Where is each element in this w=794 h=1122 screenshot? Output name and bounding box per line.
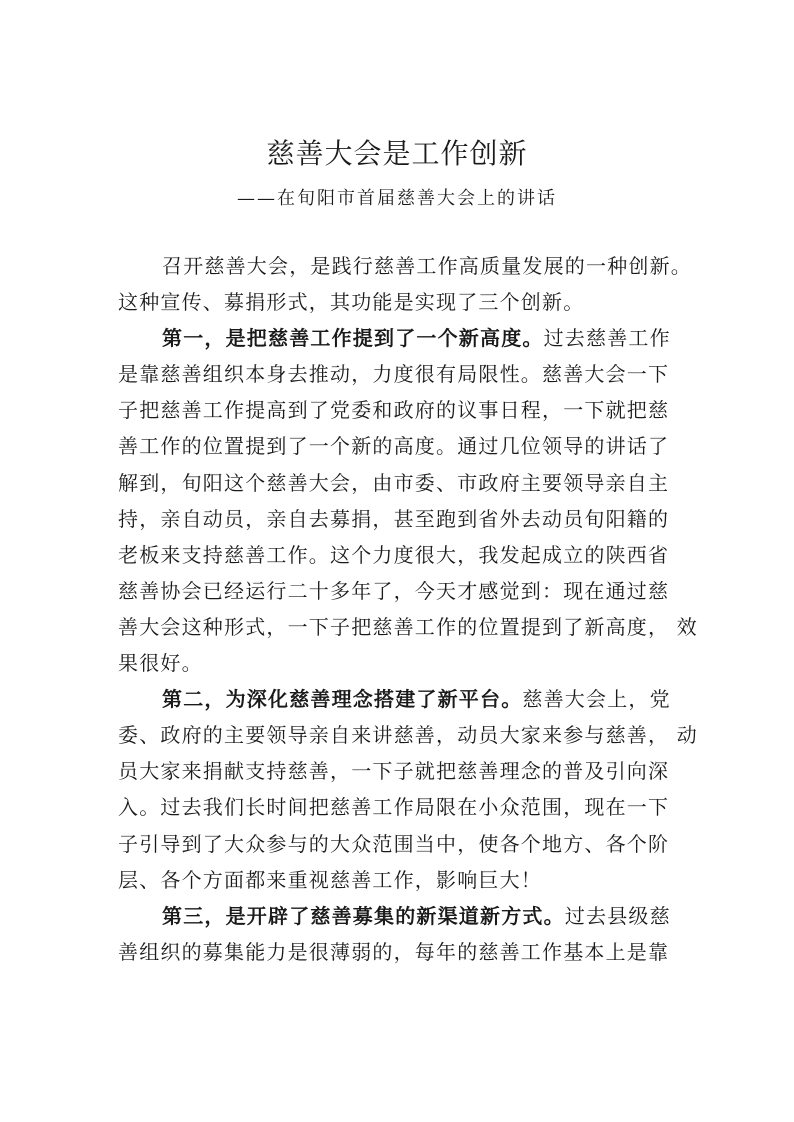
paragraph-line xyxy=(118,862,678,898)
paragraph-line xyxy=(118,501,678,537)
paragraph-line xyxy=(118,537,678,573)
line-text: 慈善大会上，党 xyxy=(522,687,671,712)
line-text: 召开慈善大会，是践行慈善工作高质量发展的一种创新。 xyxy=(162,254,692,278)
line-text: 员大家来捐献支持慈善，一下子就把慈善理念的普及引向深 xyxy=(118,759,670,784)
point-heading: 第三，是开辟了慈善募集的新渠道新方式。 xyxy=(162,903,565,928)
line-text: 子把慈善工作提高到了党委和政府的议事日程，一下就把慈 xyxy=(118,398,670,423)
line-text: 善工作的位置提到了一个新的高度。通过几位领导的讲话了 xyxy=(118,434,670,459)
line-text: 入。过去我们长时间把慈善工作局限在小众范围，现在一下 xyxy=(118,795,670,820)
line-text: 过去县级慈 xyxy=(564,903,671,928)
line-text: 慈善协会已经运行二十多年了，今天才感觉到：现在通过慈 xyxy=(118,578,670,603)
document-subtitle: ——在旬阳市首届慈善大会上的讲话 xyxy=(237,188,557,209)
line-text: 这种宣传、募捐形式，其功能是实现了三个创新。 xyxy=(118,290,585,315)
document-title: 慈善大会是工作创新 xyxy=(266,137,528,170)
line-text: 委、政府的主要领导亲自来讲慈善，动员大家来参与慈善， 动 xyxy=(118,723,698,748)
paragraph-line xyxy=(118,465,678,501)
paragraph-line xyxy=(118,573,678,609)
document-body xyxy=(118,248,698,970)
line-text: 善大会这种形式，一下子把慈善工作的位置提到了新高度， 效 xyxy=(118,614,698,639)
line-text: 过去慈善工作 xyxy=(543,326,671,351)
line-text: 老板来支持慈善工作。这个力度很大，我发起成立的陕西省 xyxy=(118,542,670,567)
line-text: 善组织的募集能力是很薄弱的，每年的慈善工作基本上是靠 xyxy=(118,939,670,964)
paragraph-line xyxy=(118,934,678,970)
paragraph-line xyxy=(118,428,678,464)
paragraph-line xyxy=(118,789,678,825)
line-text: 果很好。 xyxy=(118,651,203,676)
paragraph-line xyxy=(118,717,698,753)
paragraph-line xyxy=(118,609,698,645)
line-text: 解到，旬阳这个慈善大会，由市委、市政府主要领导亲自主 xyxy=(118,470,670,495)
paragraph-line xyxy=(118,645,678,681)
point-heading: 第二，为深化慈善理念搭建了新平台。 xyxy=(162,687,523,712)
paragraph-line xyxy=(118,356,678,392)
paragraph-line xyxy=(118,826,678,862)
paragraph-line xyxy=(118,392,678,428)
paragraph-line xyxy=(118,284,678,320)
point-heading: 第一，是把慈善工作提到了一个新高度。 xyxy=(162,326,544,351)
line-text: 层、各个方面都来重视慈善工作，影响巨大！ xyxy=(118,867,542,892)
line-text: 持，亲自动员，亲自去募捐，甚至跑到省外去动员旬阳籍的 xyxy=(118,506,670,531)
paragraph-line xyxy=(118,320,678,356)
paragraph-line xyxy=(118,753,678,789)
paragraph-line xyxy=(118,898,678,934)
line-text: 子引导到了大众参与的大众范围当中，使各个地方、各个阶 xyxy=(118,831,670,856)
line-text: 是靠慈善组织本身去推动，力度很有局限性。慈善大会一下 xyxy=(118,362,670,387)
paragraph-line xyxy=(118,681,678,717)
paragraph-line xyxy=(118,248,692,284)
